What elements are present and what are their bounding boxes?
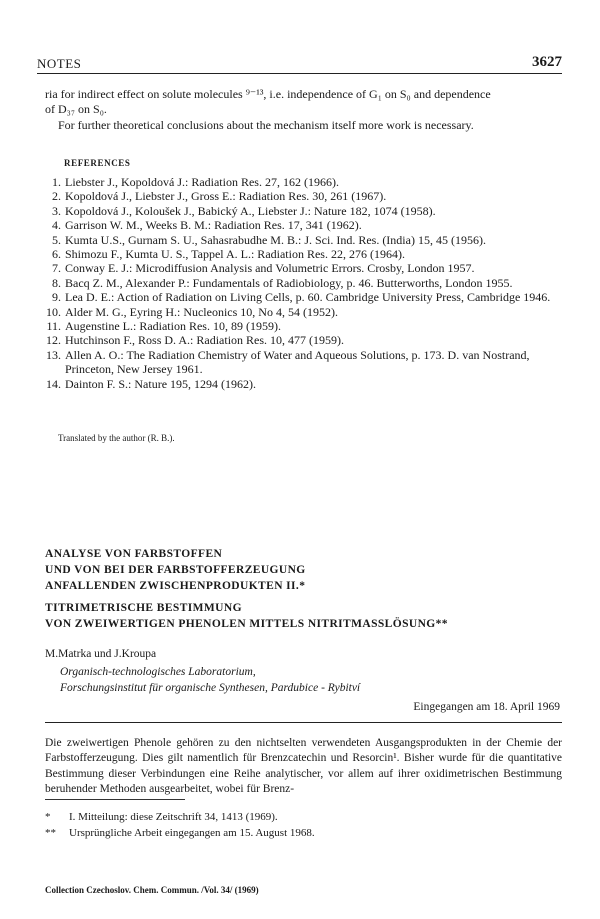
footnote: [45, 827, 560, 839]
reference-item: [45, 261, 560, 275]
reference-number: 2.: [52, 189, 61, 204]
reference-item: [45, 319, 560, 333]
reference-item: [45, 175, 560, 189]
reference-text: Shimozu F., Kumta U. S., Tappel A. L.: Radiation Res. 22, 276 (1964).: [65, 247, 405, 262]
reference-item: [45, 305, 560, 319]
reference-item: [45, 377, 560, 391]
reference-item: [45, 290, 560, 304]
reference-item: [45, 189, 560, 203]
reference-item: [45, 333, 560, 347]
series-title-line-2: UND VON BEI DER FARBSTOFFERZEUGUNG: [45, 564, 306, 576]
reference-item: [45, 247, 560, 261]
running-header-section: NOTES: [37, 56, 82, 71]
reference-text: Kopoldová J., Koloušek J., Babický A., Liebster J.: Nature 182, 1074 (1958).: [65, 203, 436, 218]
intro-line-2: of D₃₇ on S₀.: [45, 102, 107, 116]
reference-text: Garrison W. M., Weeks B. M.: Radiation Res. 17, 341 (1962).: [65, 218, 362, 233]
reference-number: 13.: [46, 347, 61, 362]
series-title-line-1: ANALYSE VON FARBSTOFFEN: [45, 548, 223, 560]
translator-note: Translated by the author (R. B.).: [58, 433, 175, 443]
reference-number: 8.: [52, 275, 61, 290]
affiliation-line-2: Forschungsinstitut für organische Synthesen, Pardubice - Rybitví: [60, 682, 361, 694]
footnote: [45, 811, 560, 823]
reference-text: Allen A. O.: The Radiation Chemistry of Water and Aqueous Solutions, p. 173. D. van Nostrand, Princeton, New Jersey 1961.: [65, 347, 530, 377]
reference-number: 12.: [46, 333, 61, 348]
article-body: Die zweiwertigen Phenole gehören zu den nichtselten verwendeten Ausgangsprodukten in der Chemie der Farbstofferzeugung. Dies gilt namentlich für Brenzcatechin und Resorcin¹. Bisher wurde für die quantitative Bestimmung dieser Verbindungen eine Reihe analytischer, vor allem auf ihrer oxidimetrischen Bestimmung beruhender Methoden ausgearbeitet, wobei für Brenz-: [45, 737, 562, 796]
reference-text: Lea D. E.: Action of Radiation on Living Cells, p. 60. Cambridge University Press, Cambridge 1946.: [65, 290, 551, 305]
reference-number: 10.: [46, 304, 61, 319]
reference-list: [45, 175, 560, 391]
footnote-mark: *: [45, 811, 51, 823]
reference-item: [45, 348, 560, 377]
section-rule: [45, 722, 562, 723]
reference-text: Alder M. G., Eyring H.: Nucleonics 10, No 4, 54 (1952).: [65, 304, 338, 319]
reference-number: 4.: [52, 218, 61, 233]
reference-text: Dainton F. S.: Nature 195, 1294 (1962).: [65, 376, 257, 391]
page-number: 3627: [532, 54, 562, 70]
reference-text: Liebster J., Kopoldová J.: Radiation Res. 27, 162 (1966).: [65, 175, 339, 189]
reference-text: Kumta U.S., Gurnam S. U., Sahasrabudhe M. B.: J. Sci. Ind. Res. (India) 15, 45 (1956).: [65, 232, 486, 247]
reference-item: [45, 276, 560, 290]
received-date: Eingegangen am 18. April 1969: [413, 701, 560, 713]
reference-number: 9.: [52, 290, 61, 305]
intro-line-3: For further theoretical conclusions about the mechanism itself more work is necessary.: [58, 118, 474, 132]
article-authors: M.Matrka und J.Kroupa: [45, 648, 157, 660]
reference-item: [45, 233, 560, 247]
reference-text: Kopoldová J., Liebster J., Gross E.: Radiation Res. 30, 261 (1967).: [65, 189, 387, 204]
reference-number: 3.: [52, 203, 61, 218]
reference-item: [45, 204, 560, 218]
footnote-text: Ursprüngliche Arbeit eingegangen am 15. August 1968.: [69, 827, 315, 839]
reference-number: 1.: [52, 175, 61, 189]
reference-text: Conway E. J.: Microdiffusion Analysis and Volumetric Errors. Crosby, London 1957.: [65, 261, 475, 276]
article-title-line-2: VON ZWEIWERTIGEN PHENOLEN MITTELS NITRITMASSLÖSUNG**: [45, 618, 448, 630]
reference-number: 11.: [46, 319, 61, 334]
reference-text: Bacq Z. M., Alexander P.: Fundamentals of Radiobiology, p. 46. Butterworths, London 1955.: [65, 275, 513, 290]
series-title-line-3: ANFALLENDEN ZWISCHENPRODUKTEN II.*: [45, 580, 306, 592]
journal-footer: Collection Czechoslov. Chem. Commun. /Vol. 34/ (1969): [45, 885, 259, 895]
footnote-text: I. Mitteilung: diese Zeitschrift 34, 1413 (1969).: [69, 811, 278, 823]
references-heading: REFERENCES: [64, 158, 131, 168]
reference-number: 5.: [52, 232, 61, 247]
reference-number: 6.: [52, 247, 61, 262]
affiliation-line-1: Organisch-technologisches Laboratorium,: [60, 666, 256, 678]
reference-text: Augenstine L.: Radiation Res. 10, 89 (1959).: [65, 319, 281, 334]
reference-number: 7.: [52, 261, 61, 276]
header-rule: [37, 73, 562, 74]
reference-text: Hutchinson F., Ross D. A.: Radiation Res. 10, 477 (1959).: [65, 333, 345, 348]
footnote-mark: **: [45, 827, 56, 839]
intro-line-1: ria for indirect effect on solute molecules ⁹⁻¹³, i.e. independence of G₁ on S₀ and dependence: [45, 87, 491, 101]
footnote-rule: [45, 799, 185, 800]
reference-number: 14.: [46, 376, 61, 391]
reference-item: [45, 218, 560, 232]
article-title-line-1: TITRIMETRISCHE BESTIMMUNG: [45, 602, 242, 614]
